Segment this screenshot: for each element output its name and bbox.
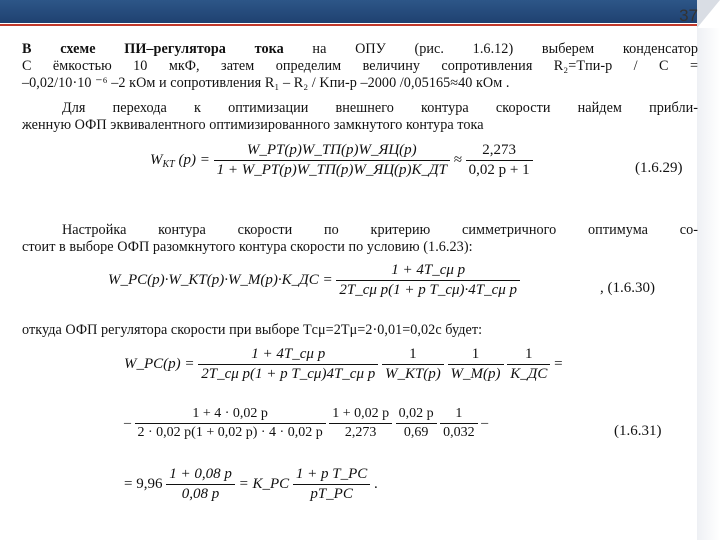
header-band: [0, 0, 697, 23]
eq4-fraction-3: [396, 406, 437, 441]
header-corner: [697, 0, 720, 28]
eq4-f3-num: 0,02 p: [396, 406, 437, 424]
paragraph-3-line-2: стоит в выборе ОФП разомкнутого контура скорости по условию (1.6.23):: [22, 239, 473, 255]
eq2-lhs: W_РС(p)·W_КТ(p)·W_М(p)·K_ДС =: [108, 271, 333, 288]
eq3-lhs: W_РС(p) =: [124, 355, 195, 372]
eq3-f4-den: K_ДС: [510, 366, 548, 382]
eq4-lead: –: [124, 415, 131, 431]
equation-1-6-31-line-2: [124, 406, 488, 441]
eq1-numerator: W_РТ(p)W_ТП(p)W_ЯЦ(p): [214, 142, 450, 161]
eq3-f3-den: W_М(p): [450, 366, 501, 382]
eq1-fraction: [214, 142, 450, 179]
eq1-denominator: 1 + W_РТ(p)W_ТП(p)W_ЯЦ(p)K_ДТ: [216, 162, 447, 178]
eq4-f1-num: 1 + 4 · 0,02 p: [135, 406, 326, 424]
eq2-numerator: 1 + 4T_сμ p: [336, 262, 520, 281]
eq3-f2-den: W_КТ(p): [384, 366, 441, 382]
eq3-f3-num: 1: [448, 346, 504, 365]
eq5-end: .: [374, 475, 378, 492]
eq4-fraction-4: [440, 406, 478, 441]
paragraph-4-line-1: откуда ОФП регулятора скорости при выборе Tсμ=2Tμ=2·0,01=0,02с будет:: [22, 322, 483, 338]
eq4-f4-num: 1: [440, 406, 478, 424]
eq4-trail: –: [481, 415, 489, 431]
page-number: 37: [679, 6, 698, 25]
eq4-tag: (1.6.31): [614, 423, 662, 439]
eq4-f4-den: 0,032: [443, 425, 475, 440]
equation-1-6-29: [150, 142, 533, 179]
eq4-fraction-1: [135, 406, 326, 441]
paragraph-2-line-1: Для перехода к оптимизации внешнего контура скорости найдем прибли-: [62, 100, 698, 116]
eq1-lhs-arg: (p) =: [178, 151, 210, 168]
paragraph-1-line-1: [22, 41, 698, 57]
paragraph-1-line-2: С ёмкостью 10 мкФ, затем определим величину сопротивления R₂=Tпи-р / С =: [22, 58, 698, 74]
eq1-fraction-2: [466, 142, 533, 179]
eq5-mid: = K_РС: [238, 475, 290, 492]
eq4-fraction-2: [329, 406, 392, 441]
equation-1-6-31-line-1: [124, 346, 563, 383]
equation-1-6-31-line-3: [124, 466, 378, 503]
eq1-tag: (1.6.29): [635, 160, 683, 176]
eq4-f2-den: 2,273: [344, 425, 377, 440]
eq1-lhs: W: [150, 151, 163, 168]
eq1-numerator-2: 2,273: [466, 142, 533, 161]
eq3-fraction-1: [198, 346, 378, 383]
eq4-f3-den: 0,69: [403, 425, 429, 440]
eq3-f2-num: 1: [382, 346, 444, 365]
eq5-f1-den: 0,08 p: [181, 486, 220, 502]
eq3-fraction-2: [382, 346, 444, 383]
eq1-denominator-2: 0,02 p + 1: [468, 162, 530, 178]
eq5-f1-num: 1 + 0,08 p: [166, 466, 235, 485]
paragraph-2-line-2: женную ОФП эквивалентного оптимизированного замкнутого контура тока: [22, 117, 484, 133]
eq2-denominator: 2T_сμ p(1 + p T_сμ)·4T_сμ p: [339, 282, 518, 298]
paragraph-3-line-1: Настройка контура скорости по критерию симметричного оптимума со-: [62, 222, 698, 238]
paragraph-1-line-3: –0,02/10·10 ⁻⁶ –2 кОм и сопротивления R₁ – R₂ / Kпи-р –2000 /0,05165≈40 кОм .: [22, 75, 510, 91]
header-accent-line: [0, 24, 697, 26]
paragraph-1-bold: В схеме ПИ–регулятора тока: [22, 41, 284, 57]
eq3-equals: =: [554, 355, 563, 372]
eq2-fraction: [336, 262, 520, 299]
eq2-tag: , (1.6.30): [600, 280, 655, 296]
eq5-f2-num: 1 + p T_РС: [293, 466, 370, 485]
eq3-f4-num: 1: [507, 346, 550, 365]
eq5-f2-den: pT_РС: [310, 486, 353, 502]
eq3-fraction-3: [448, 346, 504, 383]
eq5-fraction-1: [166, 466, 235, 503]
eq4-f2-num: 1 + 0,02 p: [329, 406, 392, 424]
eq4-f1-den: 2 · 0,02 p(1 + 0,02 p) · 4 · 0,02 p: [137, 425, 323, 440]
paragraph-1-rest: на ОПУ (рис. 1.6.12) выберем конденсатор: [283, 41, 698, 57]
eq1-lhs-sub: КТ: [162, 158, 175, 170]
eq3-f1-num: 1 + 4T_сμ p: [198, 346, 378, 365]
eq3-f1-den: 2T_сμ p(1 + p T_сμ)4T_сμ p: [201, 366, 376, 382]
eq5-fraction-2: [293, 466, 370, 503]
slide-header: [0, 0, 720, 30]
right-sidebar: [697, 28, 720, 540]
eq5-lead: = 9,96: [124, 475, 163, 492]
eq3-fraction-4: [507, 346, 550, 383]
equation-1-6-30: [108, 262, 520, 299]
eq1-approx: ≈: [453, 151, 462, 168]
